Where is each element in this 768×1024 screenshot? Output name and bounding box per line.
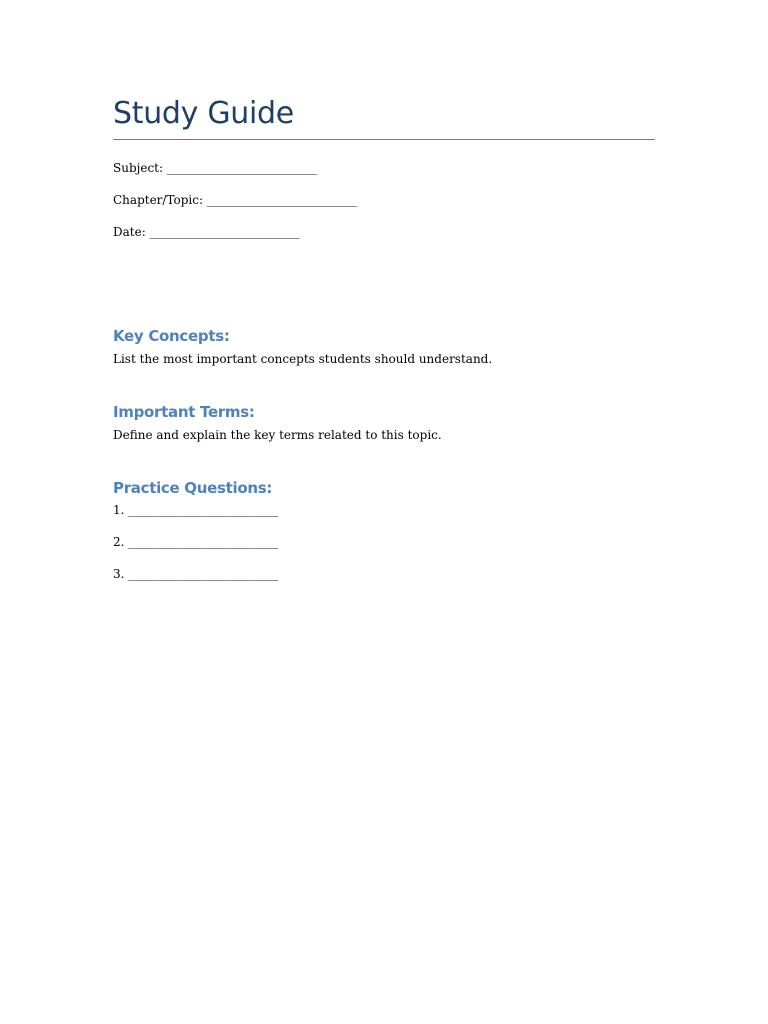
key-concepts-text: List the most important concepts students should understand. [113, 352, 493, 366]
subject-field: Subject: _________________________ [113, 161, 317, 175]
important-terms-heading: Important Terms: [113, 403, 255, 421]
key-concepts-heading: Key Concepts: [113, 327, 230, 345]
important-terms-text: Define and explain the key terms related to this topic. [113, 428, 442, 442]
practice-question-1: 1. _________________________ [113, 503, 279, 517]
title-underline [113, 139, 655, 140]
practice-question-2: 2. _________________________ [113, 535, 279, 549]
document-title: Study Guide [113, 96, 294, 131]
chapter-topic-field: Chapter/Topic: _________________________ [113, 193, 357, 207]
practice-question-3: 3. _________________________ [113, 567, 279, 581]
practice-questions-heading: Practice Questions: [113, 479, 273, 497]
date-field: Date: _________________________ [113, 225, 300, 239]
